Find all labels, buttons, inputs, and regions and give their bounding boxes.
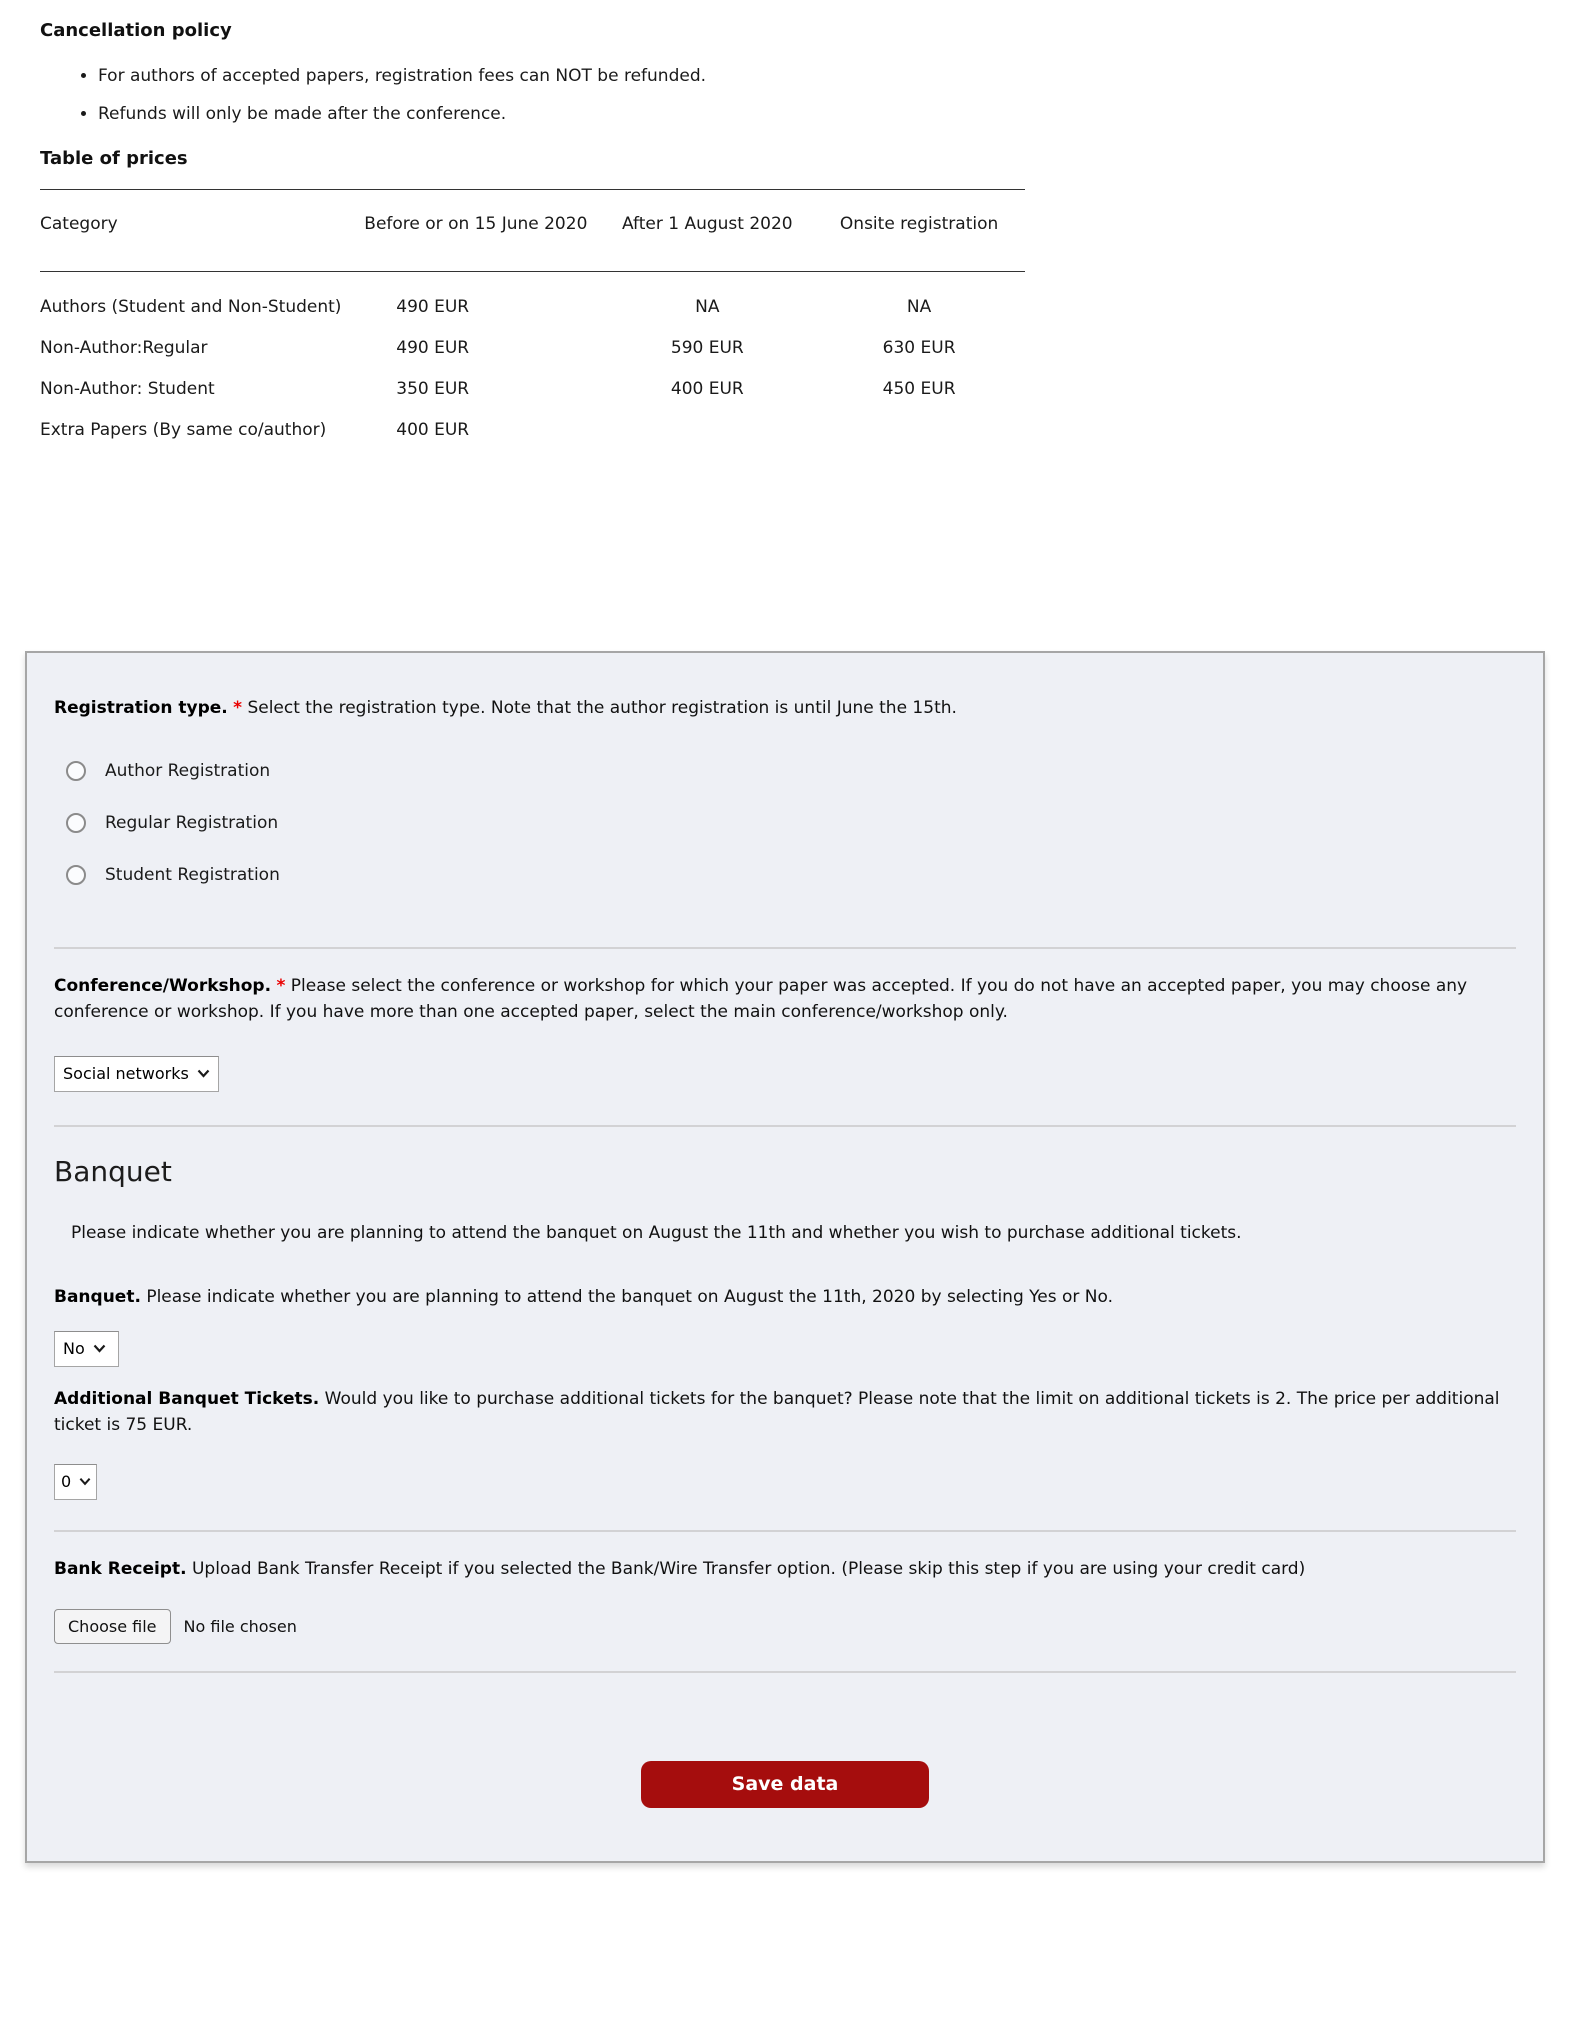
radio-option-student-registration[interactable] bbox=[54, 863, 1516, 887]
late-price-cell bbox=[601, 410, 813, 451]
required-marker: * bbox=[276, 976, 286, 997]
save-button-row bbox=[54, 1761, 1516, 1808]
bank-receipt-field-description bbox=[54, 1557, 1516, 1583]
radio-option-label[interactable]: Regular Registration bbox=[105, 813, 279, 834]
early-price-cell: 490 EUR bbox=[396, 296, 470, 317]
table-row bbox=[40, 369, 1025, 410]
price-table-header-row bbox=[40, 189, 1025, 271]
bank-receipt-file-input bbox=[54, 1609, 1516, 1644]
chevron-down-icon bbox=[93, 1344, 106, 1353]
late-price-cell: NA bbox=[695, 296, 720, 317]
category-cell: Extra Papers (By same co/author) bbox=[40, 419, 327, 440]
price-table bbox=[40, 189, 1025, 451]
conference-workshop-field-description bbox=[54, 974, 1516, 1025]
section-divider bbox=[54, 1530, 1516, 1532]
column-header-early: Before or on 15 June 2020 bbox=[350, 189, 601, 271]
registration-type-radio-group bbox=[54, 759, 1516, 887]
additional-tickets-select[interactable] bbox=[54, 1464, 97, 1500]
late-price-cell: 590 EUR bbox=[670, 337, 744, 358]
selected-value: 0 bbox=[61, 1472, 72, 1492]
cancellation-policy-list bbox=[98, 65, 1536, 126]
table-row bbox=[40, 328, 1025, 369]
radio-button-icon[interactable] bbox=[66, 813, 86, 833]
conference-workshop-select[interactable] bbox=[54, 1056, 219, 1092]
banquet-label: Banquet. bbox=[54, 1286, 141, 1307]
registration-type-help-text: Select the registration type. Note that the author registration is until June the 15th. bbox=[247, 697, 957, 718]
banquet-help-text: Please indicate whether you are planning to attend the banquet on August the 11th, 2020 by selecting Yes or No. bbox=[146, 1286, 1114, 1307]
banquet-attend-select[interactable] bbox=[54, 1331, 119, 1367]
additional-tickets-help-text: Would you like to purchase additional tickets for the banquet? Please note that the limit on additional tickets is 2. The price per additional ticket is 75 EUR. bbox=[54, 1389, 1500, 1435]
registration-type-field-description bbox=[54, 696, 1516, 722]
policy-item: • Refunds will only be made after the conference. bbox=[98, 103, 1536, 126]
column-header-onsite: Onsite registration bbox=[813, 189, 1025, 271]
policy-item: • For authors of accepted papers, registration fees can NOT be refunded. bbox=[98, 65, 1536, 88]
category-cell: Non-Author: Student bbox=[40, 378, 215, 399]
additional-tickets-field-description bbox=[54, 1387, 1516, 1438]
radio-button-icon[interactable] bbox=[66, 761, 86, 781]
early-price-cell: 350 EUR bbox=[396, 378, 470, 399]
category-cell: Authors (Student and Non-Student) bbox=[40, 296, 342, 317]
radio-option-label[interactable]: Student Registration bbox=[105, 865, 280, 886]
late-price-cell: 400 EUR bbox=[670, 378, 744, 399]
radio-button-icon[interactable] bbox=[66, 865, 86, 885]
table-of-prices-title: Table of prices bbox=[40, 147, 188, 169]
conference-workshop-label: Conference/Workshop. bbox=[54, 976, 272, 997]
chevron-down-icon bbox=[197, 1069, 210, 1078]
section-divider bbox=[54, 1125, 1516, 1127]
onsite-price-cell: NA bbox=[906, 296, 932, 317]
registration-form-panel bbox=[25, 651, 1545, 1863]
file-status-text: No file chosen bbox=[183, 1616, 297, 1636]
onsite-price-cell: 630 EUR bbox=[882, 337, 956, 358]
radio-option-author-registration[interactable] bbox=[54, 759, 1516, 783]
additional-tickets-label: Additional Banquet Tickets. bbox=[54, 1389, 320, 1410]
conference-workshop-help-text: Please select the conference or workshop for which your paper was accepted. If you do not have an accepted paper, you may choose any conference or workshop. If you have more than one accepted paper, select the main conference/workshop only. bbox=[54, 976, 1468, 1022]
early-price-cell: 490 EUR bbox=[396, 337, 470, 358]
banquet-intro-text: Please indicate whether you are planning to attend the banquet on August the 11th and whether you wish to purchase additional tickets. bbox=[71, 1223, 1242, 1244]
bank-receipt-help-text: Upload Bank Transfer Receipt if you selected the Bank/Wire Transfer option. (Please skip this step if you are using your credit card) bbox=[191, 1559, 1306, 1580]
page-top-section bbox=[0, 0, 1576, 451]
table-row bbox=[40, 410, 1025, 451]
banquet-section-title: Banquet bbox=[54, 1155, 172, 1189]
selected-value: No bbox=[63, 1339, 85, 1359]
onsite-price-cell bbox=[813, 410, 1025, 451]
column-header-late: After 1 August 2020 bbox=[601, 189, 813, 271]
section-divider bbox=[54, 947, 1516, 949]
column-header-category: Category bbox=[40, 189, 350, 271]
chevron-down-icon bbox=[79, 1477, 91, 1486]
early-price-cell: 400 EUR bbox=[396, 419, 470, 440]
radio-option-label[interactable]: Author Registration bbox=[105, 761, 271, 782]
choose-file-button[interactable]: Choose file bbox=[54, 1609, 171, 1644]
radio-option-regular-registration[interactable] bbox=[54, 811, 1516, 835]
onsite-price-cell: 450 EUR bbox=[882, 378, 956, 399]
category-cell: Non-Author:Regular bbox=[40, 337, 208, 358]
required-marker: * bbox=[233, 697, 243, 718]
banquet-field-description bbox=[54, 1285, 1516, 1311]
save-data-button[interactable]: Save data bbox=[641, 1761, 929, 1808]
table-row bbox=[40, 271, 1025, 328]
selected-value: Social networks bbox=[63, 1064, 189, 1084]
cancellation-policy-title: Cancellation policy bbox=[40, 20, 232, 41]
registration-type-label: Registration type. bbox=[54, 697, 228, 718]
section-divider bbox=[54, 1671, 1516, 1673]
bank-receipt-label: Bank Receipt. bbox=[54, 1559, 187, 1580]
